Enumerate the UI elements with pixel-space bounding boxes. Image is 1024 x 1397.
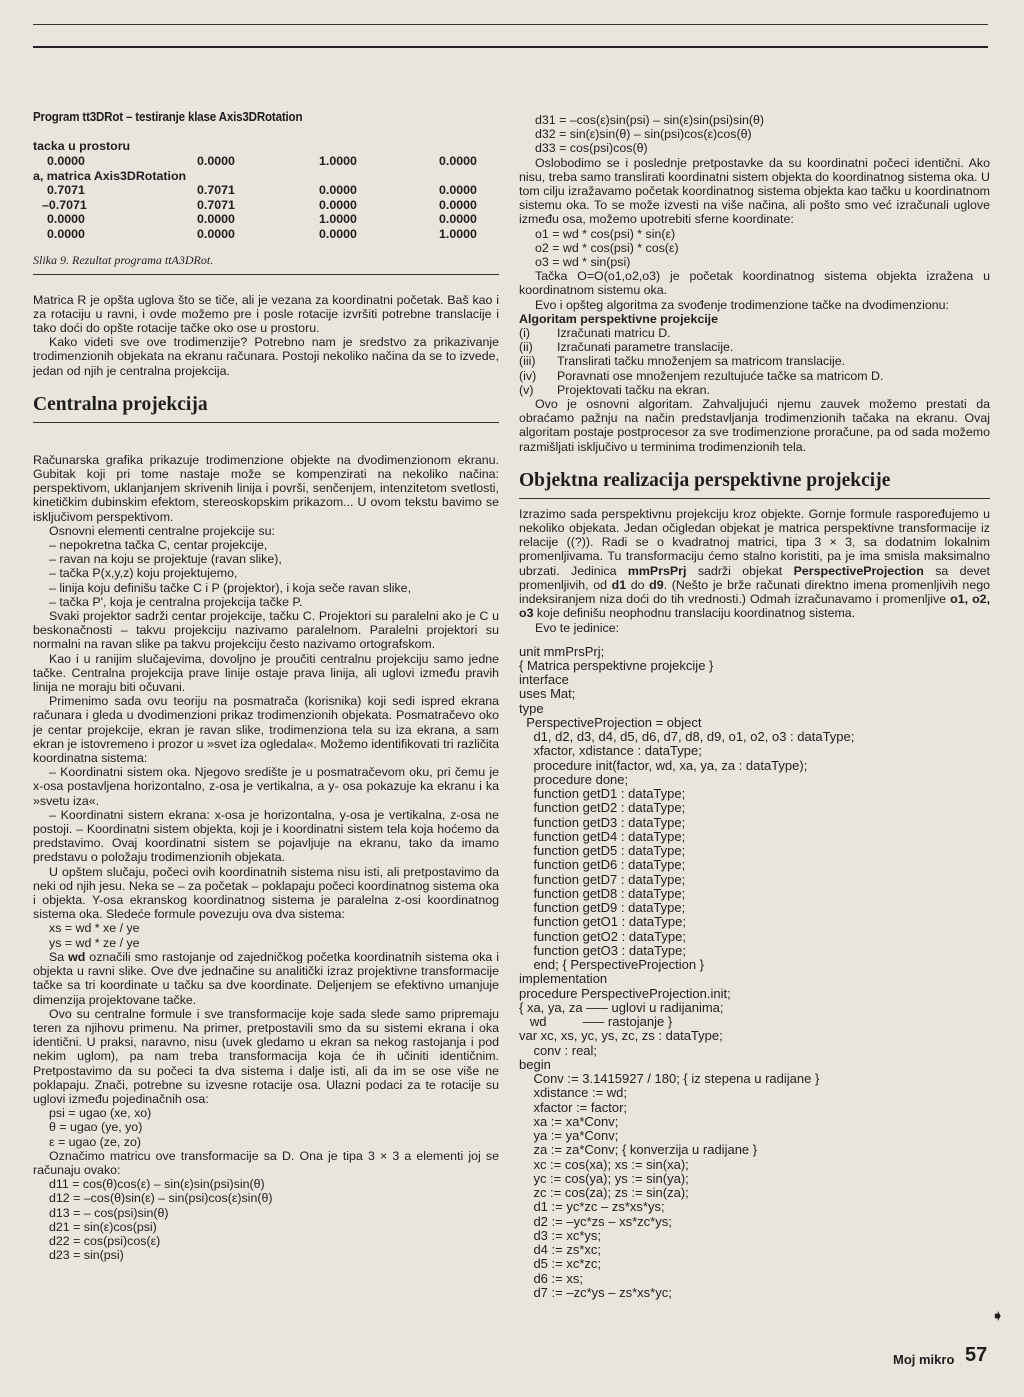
code-line: PerspectiveProjection = object	[519, 714, 702, 730]
code-line: unit mmPrsPrj;	[519, 643, 605, 659]
code-line: d6 := xs;	[519, 1270, 583, 1286]
code-line: end; { PerspectiveProjection }	[519, 957, 704, 973]
formula: o1 = wd * cos(psi) * sin(ε)	[535, 226, 676, 241]
paragraph: Evo i opšteg algoritma za svođenje trodimenzione tačke na dvodimenzionu:	[535, 297, 949, 312]
formula: d23 = sin(psi)	[49, 1248, 124, 1263]
elements-list	[33, 538, 499, 609]
list-item: (iv) Poravnati ose množenjem rezultujuće tačke sa matricom D.	[519, 368, 884, 383]
code-line: d7 := –zc*ys – zs*xs*yc;	[519, 1284, 672, 1300]
formula: ys = wd * ze / ye	[49, 935, 140, 950]
left-column	[33, 110, 499, 1262]
code-line: d1, d2, d3, d4, d5, d6, d7, d8, d9, o1, o2, o3 : dataType;	[519, 729, 855, 745]
list-item: – nepokretna tačka C, centar projekcije,	[49, 538, 268, 552]
code-line: xfactor, xdistance : dataType;	[519, 743, 702, 759]
algorithm-title: Algoritam perspektivne projekcije	[519, 311, 719, 326]
section-heading-central-projection: Centralna projekcija	[33, 394, 499, 423]
code-line: d4 := zs*xc;	[519, 1242, 602, 1258]
code-line: wd ––– rastojanje }	[519, 1014, 673, 1030]
code-line: uses Mat;	[519, 686, 576, 702]
formula: o2 = wd * cos(psi) * cos(ε)	[535, 240, 679, 255]
code-line: function getD9 : dataType;	[519, 900, 686, 916]
list-item: (ii) Izračunati parametre translacije.	[519, 340, 734, 355]
code-line: function getD8 : dataType;	[519, 885, 686, 901]
code-line: function getO3 : dataType;	[519, 942, 686, 958]
formula: psi = ugao (xe, xo)	[49, 1106, 152, 1121]
paragraph: Ovo su centralne formule i sve transformacije koje sada slede samo pripremaju teren za njihovu primenu. Na primer, pretpostavili smo da su sistemi ekrana i oka identični. U praksi, naravno, nisu (uvek gledamo u ekran sa nekog rastojanja i pod nekim uglom), pa nam treba transformacija koja će ih učiniti identičnim. Pretpostavimo da su počeci ta dva sistema i dalje isti, ali da im se ose više ne poklapaju. Znači, potrebne su izvesne rotacije osa. Ulazni podaci za te rotacije su uglovi između pojedinačnih osa:	[33, 1006, 499, 1106]
paragraph: – Koordinatni sistem oka. Njegovo središte je u posmatračevom oku, pri čemu je x-osa postavljena horizontalno, z-osa je vertikalna, a y- osa pokazuje ka ekranu i ka »svetu iza«.	[33, 765, 499, 808]
point-label: tacka u prostoru	[33, 139, 131, 154]
figure-caption: Slika 9. Rezultat programa ttA3DRot.	[33, 253, 214, 268]
code-line: conv : real;	[519, 1042, 598, 1058]
matrix-row: –0.7071 0.7071 0.0000 0.0000	[42, 197, 477, 212]
paragraph: Tačka O=O(o1,o2,o3) je početak koordinatnog sistema objekta izražena u koordinatnom sistemu oka.	[519, 269, 990, 298]
code-line: { xa, ya, za ––– uglovi u radijanima;	[519, 999, 724, 1015]
code-line: d2 := –yc*zs – xs*zc*ys;	[519, 1213, 672, 1229]
matrix-row: 0.0000 0.0000 1.0000 0.0000	[47, 212, 477, 227]
right-column	[519, 113, 990, 1300]
list-item: (i) Izračunati matricu D.	[519, 326, 671, 341]
formula: d12 = –cos(θ)sin(ε) – sin(psi)cos(ε)sin(θ)	[49, 1191, 273, 1206]
code-line: za := za*Conv; { konverzija u radijane }	[519, 1142, 758, 1158]
top-rule	[33, 24, 988, 25]
paragraph: Označimo matricu ove transformacije sa D. Ona je tipa 3 × 3 a elementi joj se računaju ovako:	[33, 1148, 499, 1177]
formula: d33 = cos(psi)cos(θ)	[535, 141, 648, 156]
formula: d32 = sin(ε)sin(θ) – sin(psi)cos(ε)cos(θ)	[535, 127, 752, 142]
matrix-row: 0.7071 0.7071 0.0000 0.0000	[47, 183, 477, 198]
paragraph: Ovo je osnovni algoritam. Zahvaljujući njemu zauvek možemo prestati da obraćamo pažnju na način predstavljanja trodimenzionih tačaka na ekranu. Ovaj algoritam postaje postprocesor za sve trodimenzione proračune, pa od sada možemo razmišljati isključivo u terminima trodimenzionih tela.	[519, 397, 990, 454]
code-line: yc := cos(ya); ys := sin(ya);	[519, 1170, 689, 1186]
code-line: implementation	[519, 971, 608, 987]
page-number: 57	[965, 1344, 988, 1366]
code-line: function getD5 : dataType;	[519, 843, 686, 859]
paragraph: Računarska grafika prikazuje trodimenzione objekte na dvodimenzionom ekranu. Gubitak koji pri tome nastaje može se kompenzirati na nekoliko načina: perspektivom, uklanjanjem skrivenih linija i površi, senčenjem, intenzitetom svetlosti, kinetičkim dubinskim efektom, stereoskopskim prikazom... U ovom tekstu bavimo se isključivom perspektivom.	[33, 452, 499, 524]
program-title: Program tt3DRot – testiranje klase Axis3DRotation	[33, 110, 303, 124]
code-line: ya := ya*Conv;	[519, 1128, 619, 1144]
code-line: procedure init(factor, wd, xa, ya, za : dataType);	[519, 757, 808, 773]
formula: d13 = – cos(psi)sin(θ)	[49, 1205, 169, 1220]
code-line: function getD6 : dataType;	[519, 857, 686, 873]
formula: o3 = wd * sin(psi)	[535, 255, 631, 270]
code-line: function getD1 : dataType;	[519, 786, 686, 802]
paragraph: Sa wd označili smo rastojanje od zajedničkog početka koordinatnih sistema oka i objekta u ravni slike. Ove dve jednačine su analitički izraz projektivne transformacije tačke sa tri koordinate u tačku sa dve koordinate. Deljenjem se efektivno umanjuje dimenzija projektovane tačke.	[33, 949, 499, 1007]
list-item: (v) Projektovati tačku na ekran.	[519, 382, 710, 397]
code-line: function getD3 : dataType;	[519, 814, 686, 830]
code-line: d3 := xc*ys;	[519, 1227, 602, 1243]
code-line: interface	[519, 672, 569, 688]
paragraph: Izrazimo sada perspektivnu projekciju kroz objekte. Gornje formule raspoređujemo u nekoliko objekata. Jedan očigledan objekat je matrica perspektivne transformacije iz relacije ((?)). Radi se o kvadratnoj matrici, tipa 3 × 3, sa dodatnim lokalnim promenljivama. Tu transformaciju ćemo stalno koristiti, pa je ima smisla maksimalno ubrzati. Jedinica mmPrsPrj sadrži objekat PerspectiveProjection sa devet promenljivih, od d1 do d9. (Nešto je brže računati direktno imena promenljivih nego indeksiranjem niza doći do tih vrednosti.) Odmah izračunavamo i promenljive o1, o2, o3 koje definišu neophodnu translaciju koordinatnog sistema.	[519, 506, 991, 621]
matrix-label: a, matrica Axis3DRotation	[33, 168, 187, 183]
section-heading-object-realization: Objektna realizacija perspektivne projekcije	[519, 470, 990, 499]
point-row: 0.0000 0.0000 1.0000 0.0000	[47, 153, 477, 168]
paragraph: Kao i u ranijim slučajevima, dovoljno je proučiti centralnu projekciju samo jedne tačke. Centralna projekcija prave linije ostaje prava linija, ali uglovi između pravih linija ne moraju biti očuvani.	[33, 651, 499, 695]
paragraph: Primenimo sada ovu teoriju na posmatrača (korisnika) koji sedi ispred ekrana računara i gleda u dvodimenzioni prikaz trodimenzionih objekata. Posmatračevo oko je centar projekcije, ekran je ravan slike, trodimenziona tela su iza ekrana, a sam ekran je istovremeno i prozor u »svet iza ogledala«. Možemo identifikovati tri različita koordinatna sistema:	[33, 694, 499, 766]
paragraph: Oslobodimo se i poslednje pretpostavke da su koordinatni počeci identični. Ako nisu, treba samo translirati koordinatni sistem objekta do koordinatnog sistema oka. U tom cilju izražavamo početak koordinatnog sistema objekta kao tačku u koordinatnom sistemu oka. To se može izvesti na više načina, ali pošto smo već izračunali uglove između osa, možemo upotrebiti sferne koordinate:	[519, 155, 990, 227]
code-line: { Matrica perspektivne projekcije }	[519, 657, 714, 673]
paragraph: U opštem slučaju, počeci ovih koordinatnih sistema nisu isti, ali pretpostavimo da neki od njih jesu. Neka se – za početak – poklapaju počeci koordinatnog sistema oka i objekta. Y-osa ekranskog koordinatnog sistema je paralelna z-osi koordinatnog sistema oka. Sledeće formule povezuju ova dva sistema:	[33, 864, 499, 922]
code-line: function getD2 : dataType;	[519, 800, 686, 816]
code-line: xc := cos(xa); xs := sin(xa);	[519, 1156, 689, 1172]
code-line: begin	[519, 1056, 551, 1072]
intro-paragraph-2: Kako videti sve ove trodimenzije? Potrebno nam je sredstvo za prikazivanje trodimenzionih objekata na ekranu računara. Postoji nekoliko načina da se to izvede, jedan od njih je centralna projekcija.	[33, 335, 499, 378]
program-output	[33, 139, 489, 241]
code-line: type	[519, 700, 544, 716]
code-line: var xc, xs, yc, ys, zc, zs : dataType;	[519, 1028, 723, 1044]
paragraph: Svaki projektor sadrži centar projekcije, tačku C. Projektori su paralelni ako je C u beskonačnosti – takvu projekciju nazivamo paralelnom. Paralelni projektori su normalni na ravan slike pa takvu projekciju često nazivamo ortografskom.	[33, 609, 499, 652]
code-line: procedure done;	[519, 771, 629, 787]
code-line: d5 := xc*zc;	[519, 1256, 602, 1272]
formula: d22 = cos(psi)cos(ε)	[49, 1233, 161, 1248]
paragraph: Osnovni elementi centralne projekcije su:	[49, 523, 275, 538]
list-item: – tačka P', koja je centralna projekcija tačke P.	[49, 594, 303, 609]
code-line: Conv := 3.1415927 / 180; { iz stepena u radijane }	[519, 1071, 820, 1087]
code-line: function getD4 : dataType;	[519, 828, 686, 844]
formula: θ = ugao (ye, yo)	[49, 1120, 143, 1135]
code-line: function getO1 : dataType;	[519, 914, 686, 930]
code-line: xdistance := wd;	[519, 1085, 628, 1101]
list-item: – linija koju definišu tačke C i P (projektor), i koja seče ravan slike,	[49, 580, 412, 595]
list-item: (iii) Translirati tačku množenjem sa matricom translacije.	[519, 354, 846, 369]
intro-paragraph: Matrica R je opšta uglova što se tiče, ali je vezana za koordinatni početak. Baš kao i za rotaciju u ravni, i ovde možemo pre i posle rotacije izvršiti potrebne translacije i tako doći do opšte rotacije tačke oko ose u prostoru.	[33, 292, 499, 335]
code-line: zc := cos(za); zs := sin(za);	[519, 1185, 689, 1201]
code-listing	[519, 645, 990, 1301]
formula: xs = wd * xe / ye	[49, 921, 140, 936]
code-line: function getD7 : dataType;	[519, 871, 686, 887]
formula: d11 = cos(θ)cos(ε) – sin(ε)sin(psi)sin(θ)	[49, 1177, 265, 1192]
list-item: – tačka P(x,y,z) koju projektujemo,	[49, 566, 238, 581]
code-line: d1 := yc*zc – zs*xs*ys;	[519, 1199, 665, 1215]
paragraph: – Koordinatni sistem ekrana: x-osa je horizontalna, y-osa je vertikalna, z-osa ne postoji. – Koordinatni sistem objekta, koji je i koordinatni sistem tela koja hoćemo da predstavimo. Ovaj koordinatni sistem se pojavljuje na ekranu, tako da imamo predstavu o položaju trodimenzionih objekata.	[33, 807, 499, 865]
formula: ε = ugao (ze, zo)	[49, 1134, 141, 1149]
top-rule-thick	[33, 46, 988, 48]
code-line: function getO2 : dataType;	[519, 928, 686, 944]
formula: d21 = sin(ε)cos(psi)	[49, 1219, 157, 1234]
formula: d31 = –cos(ε)sin(psi) – sin(ε)sin(psi)sin(θ)	[535, 113, 764, 127]
paragraph: Evo te jedinice:	[535, 620, 620, 635]
code-line: xfactor := factor;	[519, 1099, 628, 1115]
algorithm-steps	[519, 326, 990, 397]
code-line: xa := xa*Conv;	[519, 1113, 619, 1129]
list-item: – ravan na koju se projektuje (ravan slike),	[49, 552, 282, 567]
matrix-row: 0.0000 0.0000 0.0000 1.0000	[47, 226, 477, 241]
magazine-name: Moj mikro	[893, 1352, 955, 1367]
continue-arrow-icon: ➧	[991, 1308, 1005, 1325]
code-line: procedure PerspectiveProjection.init;	[519, 985, 731, 1001]
